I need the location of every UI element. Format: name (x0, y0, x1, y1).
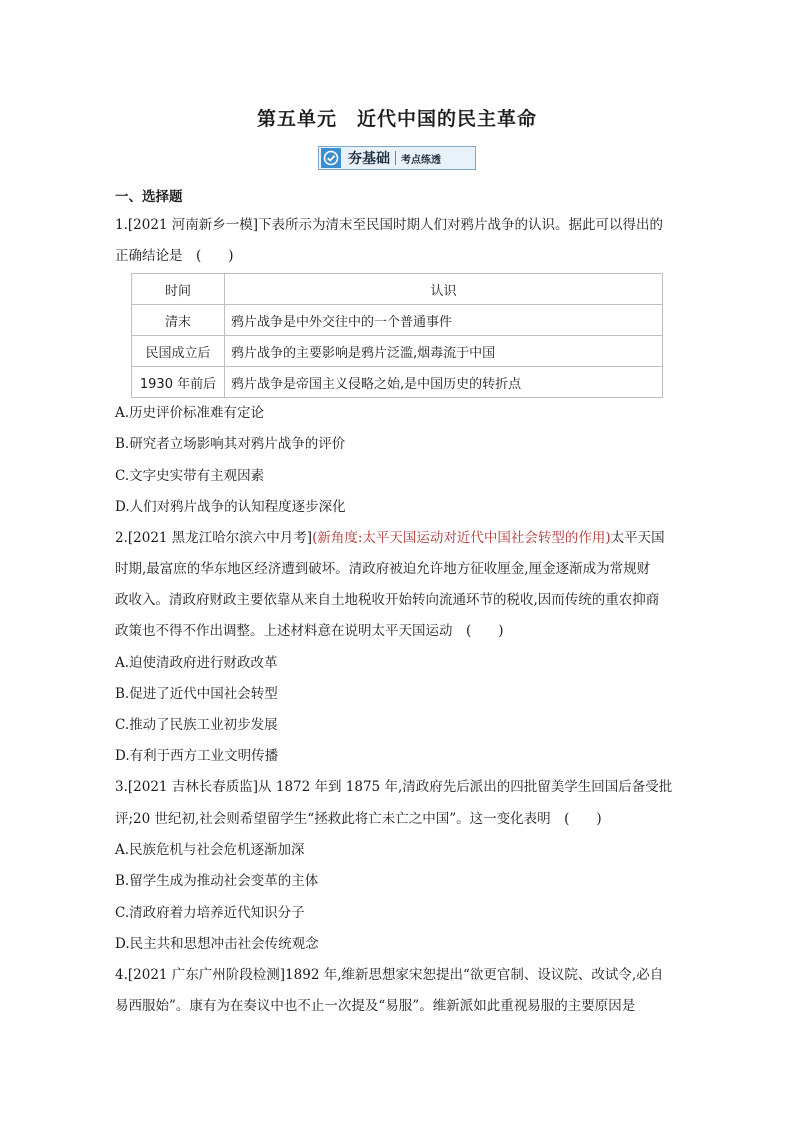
section-badge (318, 146, 476, 170)
q3-option-d: D.民主共和思想冲击社会传统观念 (115, 936, 319, 952)
badge-sub-label: 考点练透 (401, 154, 441, 166)
q3-stem-line2: 评;20 世纪初,社会则希望留学生“拯救此将亡未亡之中国”。这一变化表明 ( ) (115, 811, 602, 827)
q2-new-angle-tag: (新角度:太平天国运动对近代中国社会转型的作用) (312, 530, 611, 546)
q3-stem-line1: 3.[2021 吉林长春质监]从 1872 年到 1875 年,清政府先后派出的四批留美学生回国后备受批 (115, 779, 673, 795)
q2-source: 2.[2021 黑龙江哈尔滨六中月考] (115, 530, 313, 546)
table-cell-time: 1930 年前后 (132, 367, 225, 398)
q4-stem-line2: 易西服始”。康有为在奏议中也不止一次提及“易服”。维新派如此重视易服的主要原因是 (115, 998, 636, 1014)
q2-stem-line4: 政策也不得不作出调整。上述材料意在说明太平天国运动 ( ) (115, 623, 504, 639)
q2-option-c: C.推动了民族工业初步发展 (115, 717, 278, 733)
table-row (132, 336, 663, 367)
q3-option-c: C.清政府着力培养近代知识分子 (115, 905, 305, 921)
table-header-time: 时间 (132, 274, 225, 305)
table-row (132, 305, 663, 336)
table-cell-view: 鸦片战争是中外交往中的一个普通事件 (225, 305, 663, 336)
q3-option-b: B.留学生成为推动社会变革的主体 (115, 873, 319, 889)
q1-option-a: A.历史评价标准难有定论 (115, 405, 265, 421)
q1-stem-line1: 1.[2021 河南新乡一模]下表所示为清末至民国时期人们对鸦片战争的认识。据此可以得出的 (115, 217, 664, 233)
q2-option-a: A.迫使清政府进行财政改革 (115, 655, 278, 671)
q2-stem-line1 (115, 528, 665, 548)
table-cell-view: 鸦片战争的主要影响是鸦片泛滥,烟毒流于中国 (225, 336, 663, 367)
q2-option-b: B.促进了近代中国社会转型 (115, 686, 278, 702)
table-header-view: 认识 (225, 274, 663, 305)
q2-stem-start: 太平天国 (610, 530, 665, 546)
section-heading: 一、选择题 (115, 189, 183, 205)
badge-divider (395, 151, 396, 165)
table-row (132, 367, 663, 398)
badge-main-label: 夯基础 (348, 151, 390, 167)
table-cell-time: 民国成立后 (132, 336, 225, 367)
q1-option-b: B.研究者立场影响其对鸦片战争的评价 (115, 436, 346, 452)
q4-stem-line1: 4.[2021 广东广州阶段检测]1892 年,维新思想家宋恕提出“欲更官制、设议院、改试令,必自 (115, 967, 664, 983)
q1-stem-line2: 正确结论是 ( ) (115, 248, 234, 264)
q3-option-a: A.民族危机与社会危机逐渐加深 (115, 842, 305, 858)
q2-stem-line3: 政收入。清政府财政主要依靠从来自土地税收开始转向流通环节的税收,因而传统的重农抑商 (115, 592, 660, 608)
table-header-row (132, 274, 663, 305)
q2-stem-line2: 时期,最富庶的华东地区经济遭到破坏。清政府被迫允许地方征收厘金,厘金逐渐成为常规财 (115, 561, 651, 577)
q1-option-c: C.文字史实带有主观因素 (115, 468, 265, 484)
q1-table (131, 273, 663, 398)
q1-option-d: D.人们对鸦片战争的认知程度逐步深化 (115, 499, 346, 515)
q2-option-d: D.有利于西方工业文明传播 (115, 748, 279, 764)
table-cell-view: 鸦片战争是帝国主义侵略之始,是中国历史的转折点 (225, 367, 663, 398)
table-cell-time: 清末 (132, 305, 225, 336)
check-circle-icon (320, 147, 342, 169)
page-title: 第五单元 近代中国的民主革命 (256, 108, 537, 130)
